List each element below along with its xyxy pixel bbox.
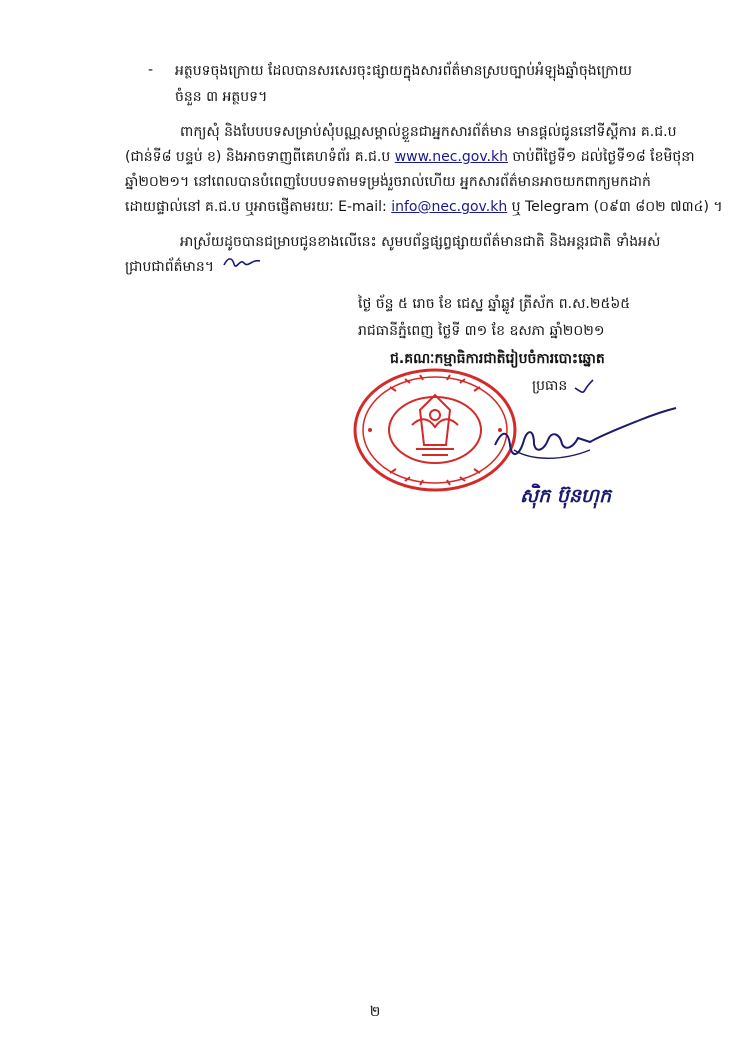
signer-role: ប្រធាន [532,378,568,394]
lunar-date: ថ្ងៃ ច័ន្ទ ៥ រោច ខែ ជេស្ឋ ឆ្នាំឆ្លូវ ត្រីស័ក ព.ស.២៥៦៥ [358,296,631,312]
paragraph-1-line-2-end: ចាប់ពីថ្ងៃទី១ ដល់ថ្ងៃទី១៨ ខែមិថុនា [507,149,695,165]
role-checkmark-icon [573,378,595,396]
paragraph-2-line-1: អាស្រ័យដូចបានជម្រាបជូនខាងលើនេះ សូមបព័ន្ធផ្សព្វផ្សាយព័ត៌មានជាតិ និងអន្តរជាតិ ទាំងអស់ [180,234,661,250]
paragraph-1-line-4 [125,198,723,216]
paragraph-1-line-2 [125,148,695,166]
initial-mark-icon [222,255,262,269]
bullet-dash: - [148,62,154,78]
paragraph-1-line-4-start: ដោយផ្ទាល់នៅ គ.ជ.ប ឬអាចផ្ញើតាមរយៈ E-mail: [125,199,392,215]
paragraph-1-line-1: ពាក្យសុំ និងបែបបទសម្រាប់សុំបណ្ណសម្គាល់ខ្លួនជាអ្នកសារព័ត៌មាន មានផ្តល់ជូននៅទីស្តីការ គ.ជ.ប [180,124,677,140]
bullet-item-line-1: អត្ថបទចុងក្រោយ ដែលបានសរសេរចុះផ្សាយក្នុងសារព័ត៌មានស្របច្បាប់អំឡុងឆ្នាំចុងក្រោយ [175,63,632,79]
email-link[interactable]: info@nec.gov.kh [391,199,508,215]
solar-date: រាជធានីភ្នំពេញ ថ្ងៃទី ៣១ ខែ ឧសភា ឆ្នាំ២០២១ [358,323,605,339]
bullet-item-line-2: ចំនួន ៣ អត្ថបទ។ [175,89,268,105]
website-link[interactable]: www.nec.gov.kh [394,149,508,165]
paragraph-1-line-4-end: ឬ Telegram (០៩៣ ៨០២ ៧៣៤) ។ [507,199,723,215]
page-number: ២ [369,1004,381,1020]
paragraph-2-line-2: ជ្រាបជាព័ត៌មាន។ [125,259,214,275]
committee-name: ជ.គណៈកម្មាធិការជាតិរៀបចំការបោះឆ្នោត [390,351,605,367]
signer-name: ស៊ិក ប៊ុនហុក [520,485,612,507]
handwritten-signature-icon [490,400,680,470]
paragraph-1-line-3: ឆ្នាំ២០២១។ នៅពេលបានបំពេញបែបបទតាមទម្រង់រួចរាល់ហើយ អ្នកសារព័ត៌មានអាចយកពាក្យមកដាក់ [125,174,651,190]
paragraph-1-line-2-start: (ជាន់ទី៨ បន្ទប់ ខ) និងអាចទាញពីគេហទំព័រ គ.ជ.ប [125,149,395,165]
